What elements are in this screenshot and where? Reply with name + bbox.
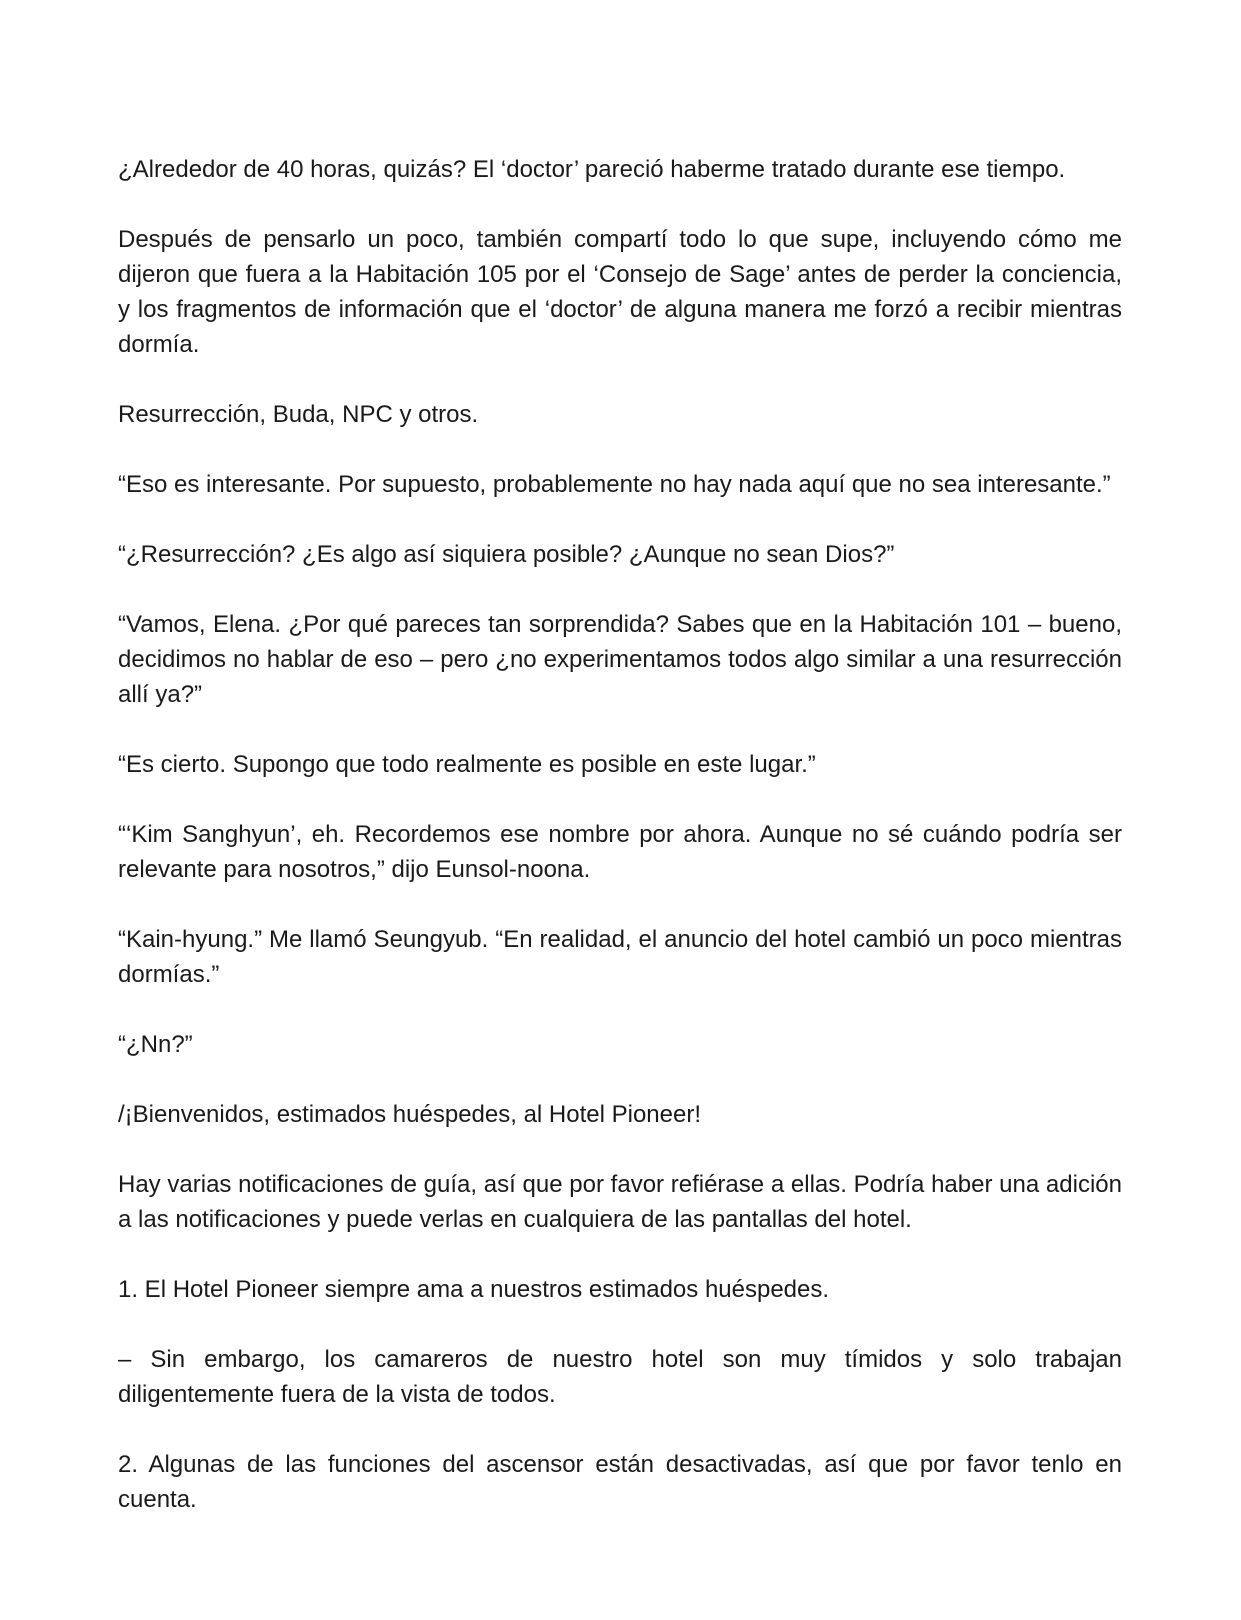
paragraph-14: – Sin embargo, los camareros de nuestro hotel son muy tímidos y solo trabajan diligentemente fuera de la vista de todos. (118, 1346, 1122, 1408)
paragraph-11: /¡Bienvenidos, estimados huéspedes, al Hotel Pioneer! (118, 1101, 702, 1128)
paragraph-6: “Vamos, Elena. ¿Por qué pareces tan sorprendida? Sabes que en la Habitación 101 – bueno, decidimos no hablar de eso – pero ¿no experimentamos todos algo similar a una resurrección allí ya?” (118, 611, 1122, 708)
paragraph-7: “Es cierto. Supongo que todo realmente es posible en este lugar.” (118, 751, 816, 778)
paragraph-2: Después de pensarlo un poco, también compartí todo lo que supe, incluyendo cómo me dijeron que fuera a la Habitación 105 por el ‘Consejo de Sage’ antes de perder la conciencia, y los fragmentos de información que el ‘doctor’ de alguna manera me forzó a recibir mientras dormía. (118, 226, 1122, 358)
document-body (118, 152, 1122, 1552)
paragraph-15: 2. Algunas de las funciones del ascensor están desactivadas, así que por favor tenlo en cuenta. (118, 1451, 1122, 1513)
paragraph-12: Hay varias notificaciones de guía, así que por favor refiérase a ellas. Podría haber una adición a las notificaciones y puede verlas en cualquiera de las pantallas del hotel. (118, 1171, 1122, 1233)
paragraph-3: Resurrección, Buda, NPC y otros. (118, 401, 479, 428)
paragraph-4: “Eso es interesante. Por supuesto, probablemente no hay nada aquí que no sea interesante.” (118, 471, 1111, 498)
paragraph-1: ¿Alrededor de 40 horas, quizás? El ‘doctor’ pareció haberme tratado durante ese tiempo. (118, 156, 1066, 183)
paragraph-8: “‘Kim Sanghyun’, eh. Recordemos ese nombre por ahora. Aunque no sé cuándo podría ser relevante para nosotros,” dijo Eunsol-noona. (118, 821, 1122, 883)
paragraph-13: 1. El Hotel Pioneer siempre ama a nuestros estimados huéspedes. (118, 1276, 830, 1303)
paragraph-10: “¿Nn?” (118, 1031, 193, 1058)
paragraph-5: “¿Resurrección? ¿Es algo así siquiera posible? ¿Aunque no sean Dios?” (118, 541, 895, 568)
paragraph-9: “Kain-hyung.” Me llamó Seungyub. “En realidad, el anuncio del hotel cambió un poco mientras dormías.” (118, 926, 1122, 988)
